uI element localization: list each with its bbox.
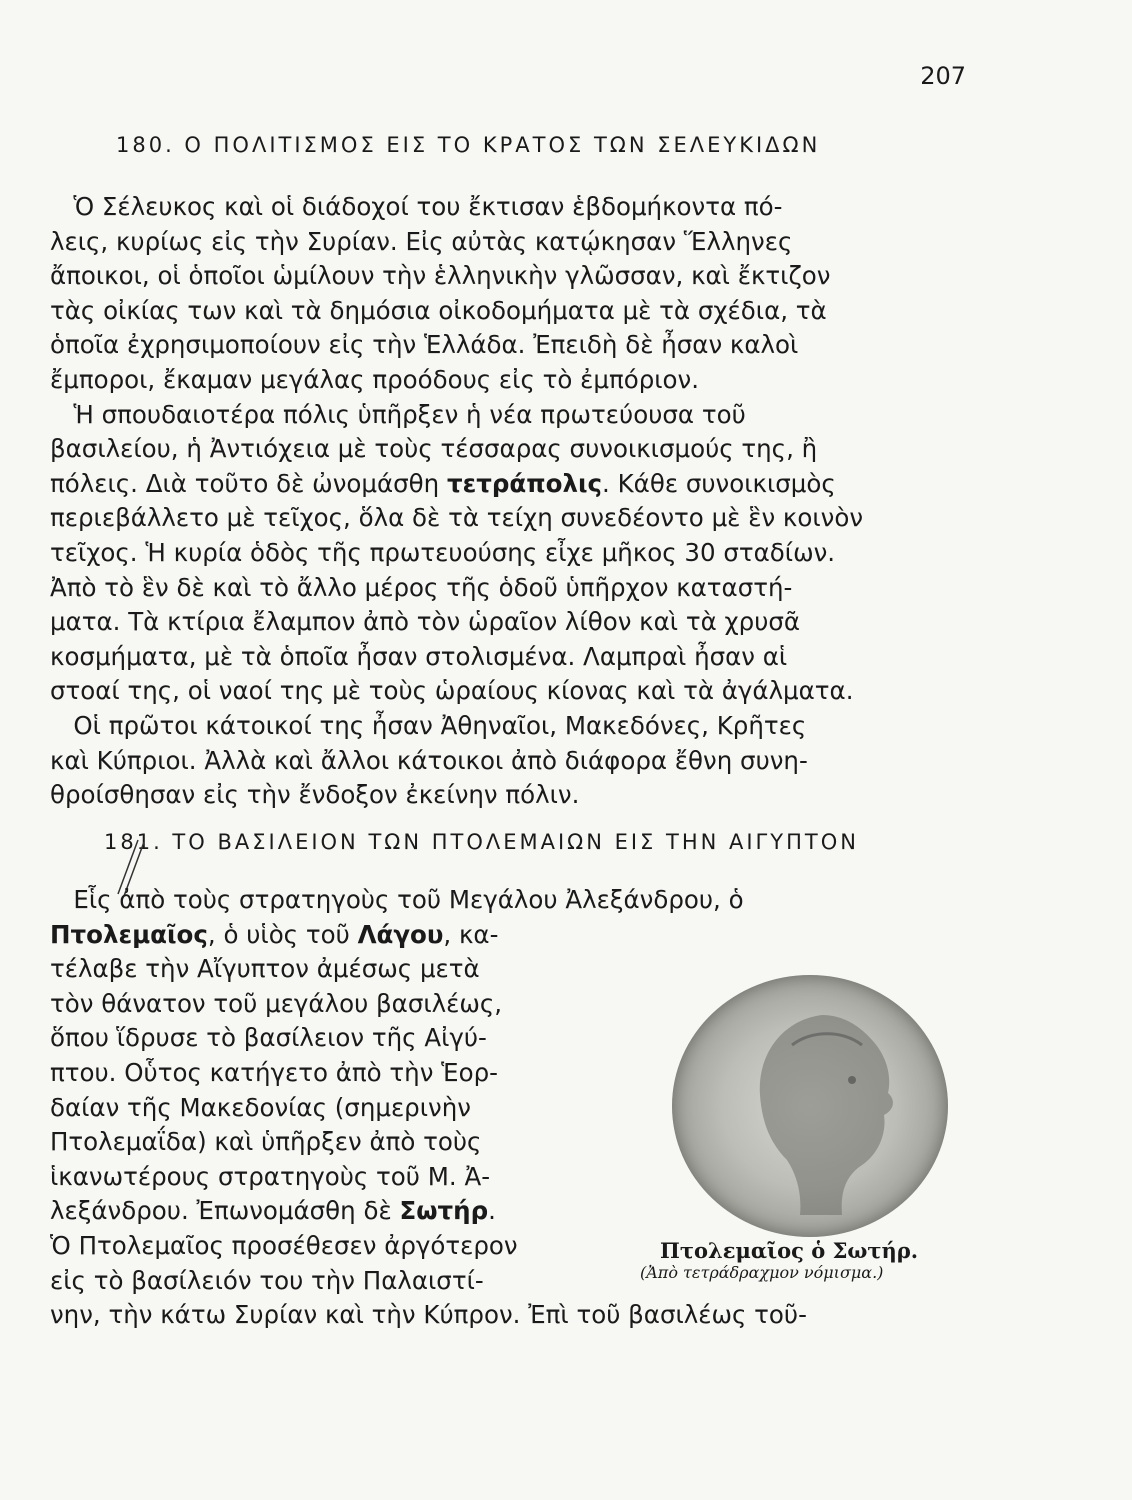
text-run: πόλεις. Διὰ τοῦτο δὲ ὠνομάσθη bbox=[50, 468, 447, 498]
text-line bbox=[50, 918, 807, 953]
text-line: θροίσθησαν εἰς τὴν ἔνδοξον ἐκείνην πόλιν. bbox=[50, 780, 580, 810]
text-line: ἄποικοι, οἱ ὁποῖοι ὡμίλουν τὴν ἑλληνικὴν γλῶσσαν, καὶ ἔκτιζον bbox=[50, 261, 831, 291]
text-line: καὶ Κύπριοι. Ἀλλὰ καὶ ἄλλοι κάτοικοι ἀπὸ διάφορα ἔθνη συνη- bbox=[50, 745, 808, 775]
emphasis-name: Σωτήρ bbox=[399, 1196, 489, 1226]
figure-source: (Ἀπὸ τετράδραχμον νόμισμα.) bbox=[640, 1263, 884, 1282]
emphasis-term: τετράπολις bbox=[446, 468, 603, 498]
text-line: Εἷς ἀπὸ τοὺς στρατηγοὺς τοῦ Μεγάλου Ἀλεξάνδρου, ὁ bbox=[50, 885, 744, 914]
text-line: Ὁ Σέλευκος καὶ οἱ διάδοχοί του ἔκτισαν ἑβδομήκοντα πό- bbox=[50, 192, 783, 221]
text-line: βασιλείου, ἡ Ἀντιόχεια μὲ τοὺς τέσσαρας συνοικισμούς της, ἢ bbox=[50, 434, 818, 464]
text-line: λεις, κυρίως εἰς τὴν Συρίαν. Εἰς αὐτὰς κατῴκησαν Ἕλληνες bbox=[50, 226, 793, 256]
text-line: τέλαβε τὴν Αἴγυπτον ἀμέσως μετὰ bbox=[50, 954, 480, 984]
text-line: Ἡ σπουδαιοτέρα πόλις ὑπῆρξεν ἡ νέα πρωτεύουσα τοῦ bbox=[50, 399, 746, 429]
text-line: ὁποῖα ἐχρησιμοποίουν εἰς τὴν Ἑλλάδα. Ἐπειδὴ δὲ ἦσαν καλοὶ bbox=[50, 330, 799, 360]
text-line: ἔμποροι, ἔκαμαν μεγάλας προόδους εἰς τὸ ἐμπόριον. bbox=[50, 364, 700, 394]
text-line: στοαί της, οἱ ναοί της μὲ τοὺς ὡραίους κίονας καὶ τὰ ἀγάλματα. bbox=[50, 676, 854, 706]
text-line: Οἱ πρῶτοι κάτοικοί της ἦσαν Ἀθηναῖοι, Μακεδόνες, Κρῆτες bbox=[50, 710, 807, 740]
ptolemy-portrait-icon bbox=[672, 975, 948, 1237]
text-run: λεξάνδρου. Ἐπωνομάσθη δὲ bbox=[50, 1196, 400, 1226]
text-run: . bbox=[488, 1196, 496, 1226]
section-181-heading: 181. ΤΟ ΒΑΣΙΛΕΙΟΝ ΤΩΝ ΠΤΟΛΕΜΑΙΩΝ ΕΙΣ ΤΗΝ ΑΙΓΥΠΤΟΝ bbox=[104, 830, 859, 854]
text-line: δαίαν τῆς Μακεδονίας (σημερινὴν bbox=[50, 1092, 471, 1122]
text-run: . Κάθε συνοικισμὸς bbox=[602, 468, 836, 498]
emphasis-name: Λάγου bbox=[357, 919, 444, 949]
text-line: περιεβάλλετο μὲ τεῖχος, ὅλα δὲ τὰ τείχη συνεδέοντο μὲ ἓν κοινὸν bbox=[50, 503, 863, 533]
text-line bbox=[50, 467, 863, 502]
text-line: νην, τὴν κάτω Συρίαν καὶ τὴν Κύπρον. Ἐπὶ τοῦ βασιλέως τοῦ- bbox=[50, 1300, 807, 1330]
text-run: , ὁ υἱὸς τοῦ bbox=[207, 919, 358, 949]
page-number: 207 bbox=[920, 62, 966, 90]
text-line: κοσμήματα, μὲ τὰ ὁποῖα ἦσαν στολισμένα. Λαμπραὶ ἦσαν αἱ bbox=[50, 641, 788, 671]
section-180-body bbox=[50, 190, 863, 813]
coin-image bbox=[672, 975, 948, 1237]
text-line: Ἀπὸ τὸ ἓν δὲ καὶ τὸ ἄλλο μέρος τῆς ὁδοῦ ὑπῆρχον καταστή- bbox=[50, 572, 793, 602]
text-line: πτου. Οὗτος κατήγετο ἀπὸ τὴν Ἑορ- bbox=[50, 1057, 498, 1087]
text-line: ματα. Τὰ κτίρια ἔλαμπον ἀπὸ τὸν ὡραῖον λίθον καὶ τὰ χρυσᾶ bbox=[50, 607, 801, 637]
section-180-heading: 180. Ο ΠΟΛΙΤΙΣΜΟΣ ΕΙΣ ΤΟ ΚΡΑΤΟΣ ΤΩΝ ΣΕΛΕΥΚΙΔΩΝ bbox=[116, 133, 821, 157]
emphasis-name: Πτολεμαῖος bbox=[50, 919, 208, 949]
text-line: τεῖχος. Ἡ κυρία ὁδὸς τῆς πρωτευούσης εἶχε μῆκος 30 σταδίων. bbox=[50, 537, 836, 567]
text-run: , κα- bbox=[443, 919, 499, 949]
text-line: τὰς οἰκίας των καὶ τὰ δημόσια οἰκοδομήματα μὲ τὰ σχέδια, τὰ bbox=[50, 295, 827, 325]
text-line: Πτολεμαΐδα) καὶ ὑπῆρξεν ἀπὸ τοὺς bbox=[50, 1127, 482, 1157]
figure-caption: Πτολεμαῖος ὁ Σωτήρ. bbox=[660, 1238, 919, 1263]
text-line: ἱκανωτέρους στρατηγοὺς τοῦ Μ. Ἀ- bbox=[50, 1161, 491, 1191]
text-line: Ὁ Πτολεμαῖος προσέθεσεν ἀργότερον bbox=[50, 1230, 518, 1260]
text-line: εἰς τὸ βασίλειόν του τὴν Παλαιστί- bbox=[50, 1265, 484, 1295]
text-line: ὅπου ἵδρυσε τὸ βασίλειον τῆς Αἰγύ- bbox=[50, 1023, 487, 1053]
text-line: τὸν θάνατον τοῦ μεγάλου βασιλέως, bbox=[50, 988, 503, 1018]
